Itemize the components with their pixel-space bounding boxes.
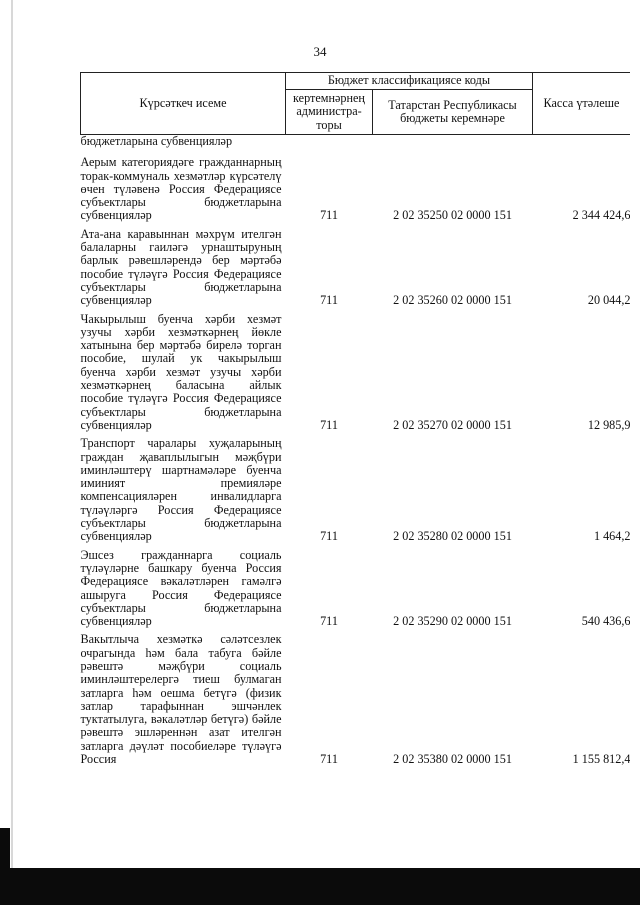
row-budget-code: 2 02 35280 02 0000 151 bbox=[393, 529, 512, 544]
row-indicator-name: Ата-ана каравыннан мәхрүм ителгән балаларны гаиләгә урнаштыруның барлык рәвешләрендә бер мәртәбә пособие түләүгә Россия Федерациясе субъектлары бюджетларына субвенцияләр bbox=[80, 226, 282, 308]
row-cash-amount: 540 436,6 bbox=[581, 614, 630, 629]
row-indicator-name: Эшсез гражданнарга социаль түләүләрне башкару буенча Россия Федерациясе вәкаләтләрен гамәлгә ашыруга Россия Федерациясе субъектлары бюджетларына субвенцияләр bbox=[80, 547, 282, 629]
header-revenue-code: Татарстан Республикасы бюджеты керемнәре bbox=[373, 90, 533, 135]
row-cash-amount: 2 344 424,6 bbox=[572, 208, 630, 223]
table-row bbox=[81, 311, 631, 436]
row-budget-code: 2 02 35380 02 0000 151 bbox=[393, 752, 512, 767]
row-indicator-name: Аерым категориядәге гражданнарның торак-коммуналь хезмәтләр күрсәтелү өчен түләвенә Россия Федерациясе субъектлары бюджетларына субвенцияләр bbox=[80, 155, 282, 223]
row-budget-code: 2 02 35260 02 0000 151 bbox=[393, 293, 512, 308]
header-budget-classification-code: Бюджет классификациясе коды bbox=[286, 73, 533, 90]
header-cash-execution: Касса үтәлеше bbox=[533, 73, 631, 135]
row-budget-code: 2 02 35250 02 0000 151 bbox=[393, 208, 512, 223]
table-row bbox=[81, 435, 631, 546]
scan-edge-shadow-bottom bbox=[0, 868, 640, 905]
row-administrator: 711 bbox=[320, 752, 338, 767]
row-administrator: 711 bbox=[320, 293, 338, 308]
header-revenue-administrator: кертемнәрнең администра-торы bbox=[286, 90, 373, 135]
row-administrator: 711 bbox=[320, 529, 338, 544]
row-cash-amount: 12 985,9 bbox=[587, 417, 630, 432]
scan-margin-line bbox=[11, 0, 13, 868]
row-indicator-name: Транспорт чаралары хуҗаларының граждан җаваплылыгын мәҗбүри иминләштерү шартнамәләре буенча иминият премияләре компенсацияләрен инвалидларга түләүләргә Россия Федерациясе субъектлары бюджетларына субвенцияләр bbox=[80, 436, 282, 544]
row-administrator: 711 bbox=[320, 614, 338, 629]
row-indicator-name: Чакырылыш буенча хәрби хезмәт узучы хәрби хезмәткәрнең йөкле хатынына бер мәртәбә бирелә торган пособие, шулай ук чакырылыш буенча хәрби хезмәт узучы хәрби хезмәткәрнең баласына айлык пособие түләүгә Россия Федерациясе субъектлары бюджетларына субвенцияләр bbox=[80, 311, 282, 432]
table-row bbox=[81, 154, 631, 225]
row-administrator: 711 bbox=[320, 417, 338, 432]
table-row bbox=[81, 547, 631, 632]
budget-table bbox=[80, 72, 630, 769]
row-budget-code: 2 02 35290 02 0000 151 bbox=[393, 614, 512, 629]
budget-table-sheet bbox=[80, 72, 630, 835]
page-number: 34 bbox=[313, 44, 327, 59]
row-indicator-name: Вакытлыча хезмәткә сәләтсезлек очрагында һәм бала табуга бәйле рәвештә мәҗбүри социаль иминләштерелергә тиеш булмаган затларга һәм оешма бетүгә (физик затлар тарафыннан эшчәнлек туктатылуга, вәкаләтләр бетүгә) бәйле рәвештә эшләреннән азат ителгән затларга дәүләт пособиеләре түләүгә Россия bbox=[80, 632, 282, 767]
row-cash-amount: 1 464,2 bbox=[593, 529, 630, 544]
row-cash-amount: 20 044,2 bbox=[587, 293, 630, 308]
row-budget-code: 2 02 35270 02 0000 151 bbox=[393, 417, 512, 432]
continuation-text: бюджетларына субвенцияләр bbox=[80, 134, 233, 148]
scan-edge-shadow-left bbox=[0, 828, 10, 868]
row-cash-amount: 1 155 812,4 bbox=[572, 752, 630, 767]
table-row bbox=[81, 631, 631, 769]
table-row bbox=[81, 226, 631, 311]
row-administrator: 711 bbox=[320, 208, 338, 223]
header-indicator-name: Күрсәткеч исеме bbox=[81, 73, 286, 135]
